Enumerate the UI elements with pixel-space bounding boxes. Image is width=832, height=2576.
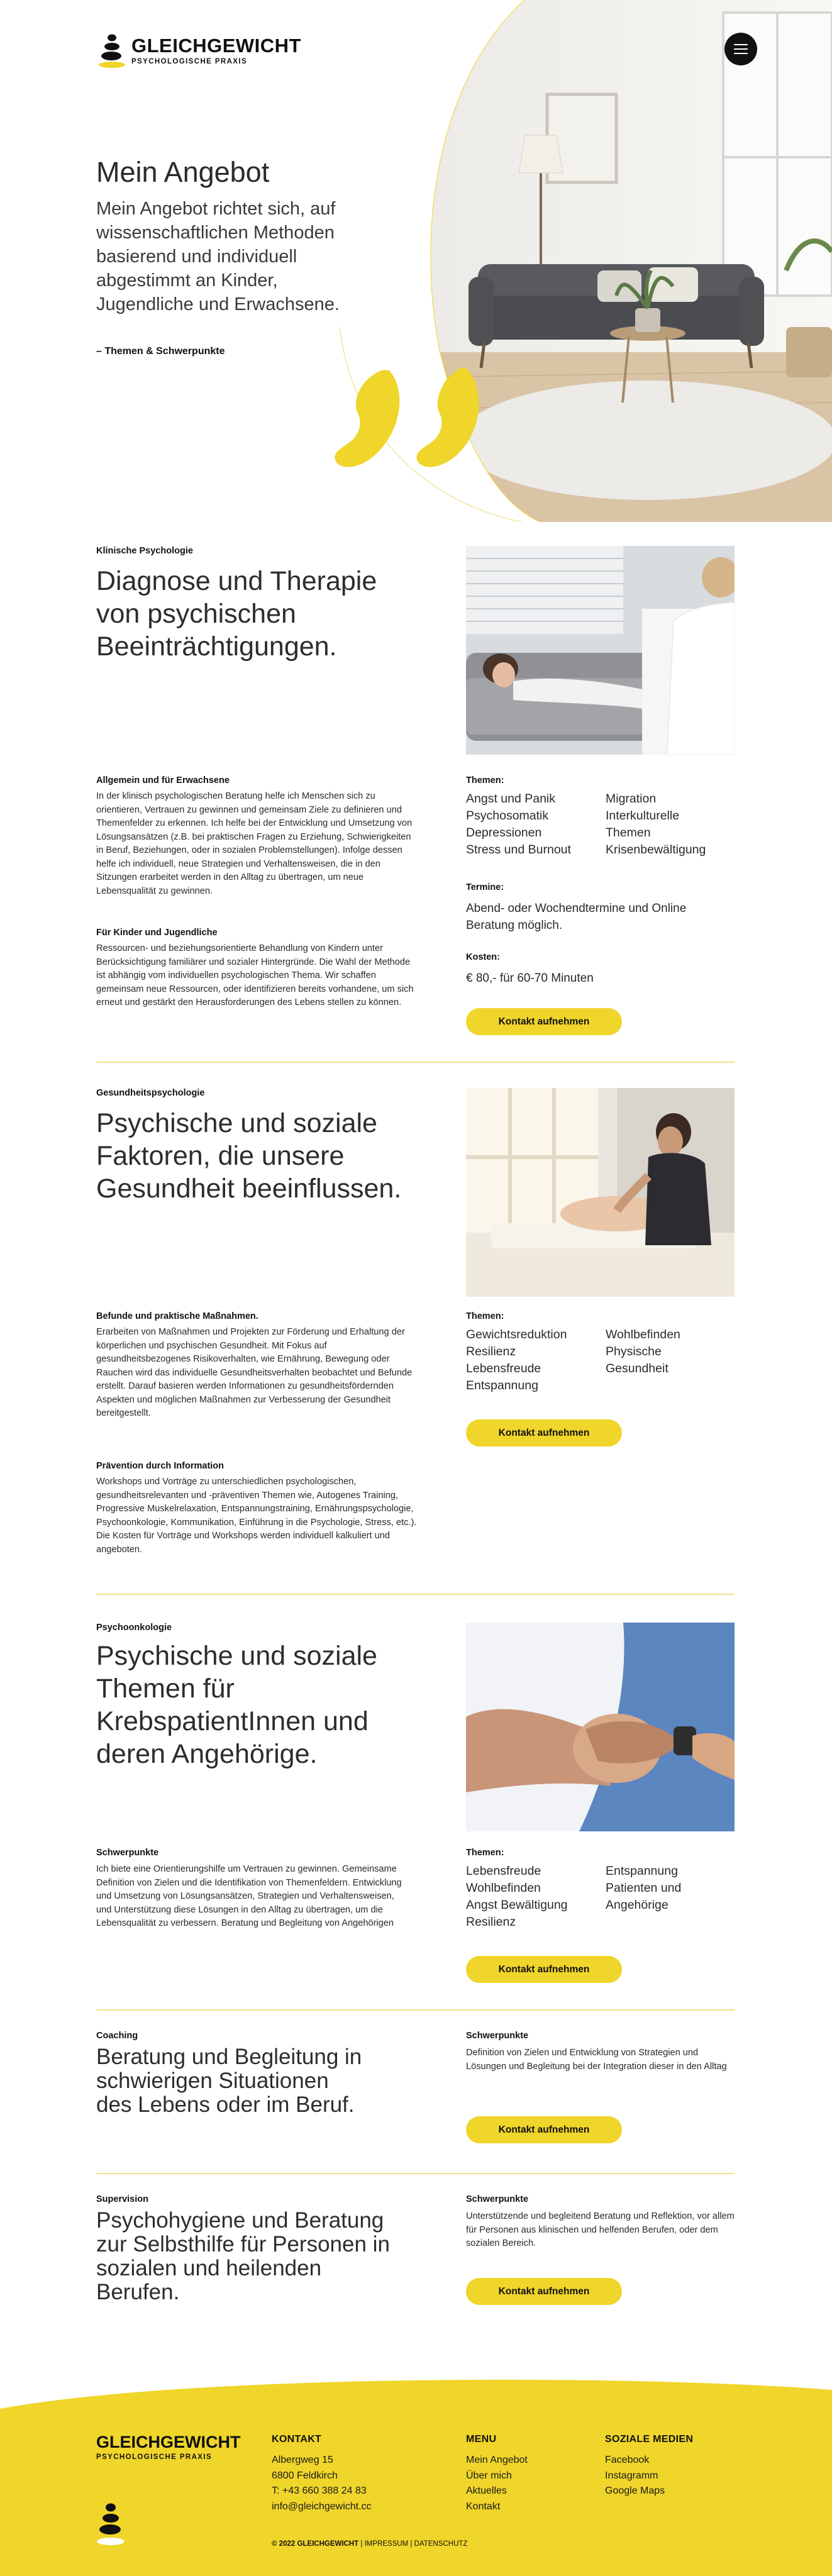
hamburger-icon-line: [734, 48, 748, 50]
copyright: © 2022 GLEICHGEWICHT: [272, 2540, 359, 2548]
footer-social: [605, 2434, 693, 2499]
topic-item: Gesundheit: [606, 1362, 668, 1375]
footer-menu-item-kontakt[interactable]: Kontakt: [466, 2501, 501, 2512]
datenschutz-link[interactable]: DATENSCHUTZ: [414, 2540, 468, 2548]
topic-item: Themen: [606, 826, 651, 840]
kosten-label: Kosten:: [466, 952, 500, 962]
footer-email-link[interactable]: info@gleichgewicht.cc: [272, 2501, 372, 2512]
section-headline-onko: Psychische und soziale Themen für KrebspatientInnen und deren Angehörige.: [96, 1641, 377, 1769]
contact-button-onko[interactable]: Kontakt aufnehmen: [466, 1956, 622, 1983]
termine-text: Abend- oder Wochendtermine und Online Beratung möglich.: [466, 902, 687, 932]
section-label-klinisch: Klinische Psychologie: [96, 546, 193, 556]
contact-button-coaching[interactable]: Kontakt aufnehmen: [466, 2116, 622, 2143]
section-label-gesundheit: Gesundheitspsychologie: [96, 1088, 205, 1098]
footer-brand[interactable]: [96, 2434, 241, 2461]
topic-item: Angehörige: [606, 1898, 668, 1912]
section-headline-supervision: Psychohygiene und Beratung zur Selbsthilfe für Personen in sozialen und heilenden Berufen.: [96, 2208, 390, 2304]
topics-label: Themen:: [466, 775, 504, 786]
footer-contact: [272, 2434, 372, 2514]
hero-section: [0, 0, 832, 522]
footer-menu: [466, 2434, 528, 2514]
footer-social-instagram[interactable]: Instagramm: [605, 2470, 658, 2481]
therapy-session-image: [466, 546, 735, 755]
subhead-schwerpunkte-coaching: Schwerpunkte: [466, 2031, 529, 2041]
topic-item: Psychosomatik: [466, 809, 549, 823]
topics-list-klinisch: [466, 791, 731, 858]
logo[interactable]: [97, 33, 301, 68]
footer-address-street: Albergweg 15: [272, 2455, 333, 2465]
subhead-praevention: Prävention durch Information: [96, 1461, 225, 1471]
section-label-onko: Psychoonkologie: [96, 1623, 172, 1633]
footer-brand-name: GLEICHGEWICHT: [96, 2433, 241, 2451]
contact-button-gesundheit[interactable]: Kontakt aufnehmen: [466, 1419, 622, 1446]
footer-menu-item-aktuelles[interactable]: Aktuelles: [466, 2485, 507, 2496]
footer-address-city: 6800 Feldkirch: [272, 2470, 338, 2481]
topics-list-gesundheit: [466, 1326, 731, 1394]
hamburger-icon: [734, 44, 748, 45]
menu-button[interactable]: [724, 33, 757, 65]
topic-item: Wohlbefinden: [606, 1328, 680, 1341]
topic-item: Angst Bewältigung: [466, 1898, 568, 1912]
hero-intro-text: Mein Angebot richtet sich, auf wissenschaftlichen Methoden basierend und individuell abgestimmt an Kinder, Jugendliche und Erwachsene.: [96, 199, 340, 314]
topic-item: Physische: [606, 1345, 662, 1358]
topic-item: Lebensfreude: [466, 1362, 541, 1375]
topics-list-onko: [466, 1863, 731, 1931]
section-divider: [96, 1062, 735, 1063]
kosten-text: € 80,- für 60-70 Minuten: [466, 972, 594, 985]
contact-button-supervision[interactable]: Kontakt aufnehmen: [466, 2278, 622, 2305]
topic-item: [606, 1377, 731, 1394]
impressum-link[interactable]: IMPRESSUM: [364, 2540, 409, 2548]
footer-contact-title: KONTAKT: [272, 2434, 322, 2445]
brand-name: GLEICHGEWICHT: [131, 34, 301, 57]
page-title: Mein Angebot: [96, 156, 270, 188]
topic-item: Migration: [606, 792, 657, 806]
subhead-schwerpunkte-onko: Schwerpunkte: [96, 1848, 159, 1858]
topic-item: Resilienz: [466, 1345, 516, 1358]
separator: |: [360, 2540, 363, 2548]
text-supervision: Unterstützende und begleitend Beratung und Reflektion, vor allem für Personen aus klinischen und helfenden Berufen, oder dem sozialen Bereich.: [466, 2211, 735, 2248]
footer-phone-link[interactable]: T: +43 660 388 24 83: [272, 2485, 367, 2496]
topics-label: Themen:: [466, 1848, 504, 1858]
topic-item: Stress und Burnout: [466, 843, 571, 857]
subhead-kinder: Für Kinder und Jugendliche: [96, 928, 218, 938]
brand-tagline: PSYCHOLOGISCHE PRAXIS: [131, 57, 248, 65]
stacked-stones-icon: [96, 2502, 125, 2547]
text-schwerpunkte-onko: Ich biete eine Orientierungshilfe um Vertrauen zu gewinnen. Gemeinsame Definition von Zielen und die Identifikation von Themenfeldern. Entwicklung und Umsetzung von Lösungsansätzen, Strategien und Verhaltensweisen, und Unterstützung diese Lösungen in den Alltag zu übertragen, um die Lebensqualität zu verbessern. Beratung und Begleitung von Angehörigen: [96, 1864, 402, 1928]
footer: [0, 2371, 832, 2576]
topic-item: Lebensfreude: [466, 1864, 541, 1878]
text-befunde: Erarbeiten von Maßnahmen und Projekten zur Förderung und Erhaltung der körperlichen und psychischen Gesundheit. Mit Fokus auf gesundheitsbezogenes Risikoverhalten, wie Ernährung, Bewegung oder Rauchen wird das individuelle Gesundheitsverhalten beobachtet und Befunde erstellt. Darauf basieren werden Informationen zu gesundheitsfördernden Aspekten und möglichen Maßnahmen zur Verbesserung der Gesundheit bereitgestellt.: [96, 1327, 413, 1418]
section-label-coaching: Coaching: [96, 2031, 138, 2041]
footer-social-google-maps[interactable]: Google Maps: [605, 2485, 665, 2496]
topic-item: Gewichtsreduktion: [466, 1328, 567, 1341]
subhead-schwerpunkte-supervision: Schwerpunkte: [466, 2194, 529, 2204]
topic-item: Entspannung: [606, 1864, 678, 1878]
massage-treatment-image: [466, 1088, 735, 1297]
text-allgemein: In der klinisch psychologischen Beratung helfe ich Menschen sich zu orientieren, Vertrauen zu gewinnen und gemeinsam Ziele zu definieren und Themenfelder zu erkennen. Ich helfe bei der Entwicklung und Umsetzung von Lösungsansätzen (z.B. bei praktischen Fragen zu Erziehung, Schwierigkeiten in Beruf, Beziehungen, oder in sozialen Problemstellungen). Infolge dessen helfe ich individuell, neue Strategien und Verhaltensweisen, die in den Sitzungen erarbeitet werden in den Alltag zu übertragen, um neue Lebensqualität zu gewinnen.: [96, 791, 413, 896]
topic-item: Entspannung: [466, 1379, 538, 1392]
section-headline-gesundheit: Psychische und soziale Faktoren, die unsere Gesundheit beeinflussen.: [96, 1108, 402, 1204]
footer-legal: [272, 2540, 467, 2548]
footer-social-facebook[interactable]: Facebook: [605, 2455, 650, 2465]
section-label-supervision: Supervision: [96, 2194, 148, 2204]
text-praevention: Workshops und Vorträge zu unterschiedlichen psychologischen, gesundheitsrelevanten und -präventiven Themen wie, Autogenes Training, Progressive Muskelrelaxation, Entspannungstraining, Ernährungspsychologie, Psychoonkologie, Kommunikation, Einführung in die Psychologie, Stress, etc.). Die Kosten für Vorträge und Workshops werden individuell kalkuliert und angeboten.: [96, 1477, 417, 1555]
footer-menu-item-ueber-mich[interactable]: Über mich: [466, 2470, 512, 2481]
footer-brand-tagline: PSYCHOLOGISCHE PRAXIS: [96, 2453, 213, 2461]
contact-button-klinisch[interactable]: Kontakt aufnehmen: [466, 1008, 622, 1035]
topic-item: Wohlbefinden: [466, 1881, 541, 1895]
section-divider: [96, 2173, 735, 2174]
subhead-allgemein: Allgemein und für Erwachsene: [96, 775, 230, 786]
hamburger-icon-line: [734, 53, 748, 54]
termine-label: Termine:: [466, 882, 504, 892]
section-headline-klinisch: Diagnose und Therapie von psychischen Beeinträchtigungen.: [96, 566, 377, 662]
section-divider: [96, 1594, 735, 1595]
stacked-stones-icon: [97, 33, 126, 68]
section-headline-coaching: Beratung und Begleitung in schwierigen Situationen des Lebens oder im Beruf.: [96, 2045, 362, 2117]
section-divider: [96, 2009, 735, 2011]
footer-social-title: SOZIALE MEDIEN: [605, 2434, 694, 2445]
topic-item: [606, 1914, 731, 1931]
topic-item: Krisenbewältigung: [606, 843, 706, 857]
topic-item: Resilienz: [466, 1915, 516, 1929]
text-coaching: Definition von Zielen und Entwicklung von Strategien und Lösungen und Begleitung bei der Integration dieser in den Alltag: [466, 2048, 727, 2072]
topics-label: Themen:: [466, 1311, 504, 1321]
separator: |: [410, 2540, 413, 2548]
footer-menu-title: MENU: [466, 2434, 497, 2445]
topics-link[interactable]: – Themen & Schwerpunkte: [96, 346, 225, 357]
footer-menu-item-angebot[interactable]: Mein Angebot: [466, 2455, 528, 2465]
text-kinder: Ressourcen- und beziehungsorientierte Behandlung von Kindern unter Berücksichtigung familiärer und sozialer Hintergründe. Die Wahl der Methode ist abhängig vom individuellen psychologischen Thema. Wir schaffen gemeinsam neue Ressourcen, oder identifizieren bereits vorhandene, um sich erneut und gestärkt den Herausforderungen des Lebens stellen zu können.: [96, 943, 414, 1008]
subhead-befunde: Befunde und praktische Maßnahmen.: [96, 1311, 258, 1321]
topic-item: Angst und Panik: [466, 792, 556, 806]
topic-item: Patienten und: [606, 1881, 682, 1895]
topic-item: Depressionen: [466, 826, 542, 840]
holding-hands-image: [466, 1623, 735, 1831]
topic-item: Interkulturelle: [606, 809, 680, 823]
